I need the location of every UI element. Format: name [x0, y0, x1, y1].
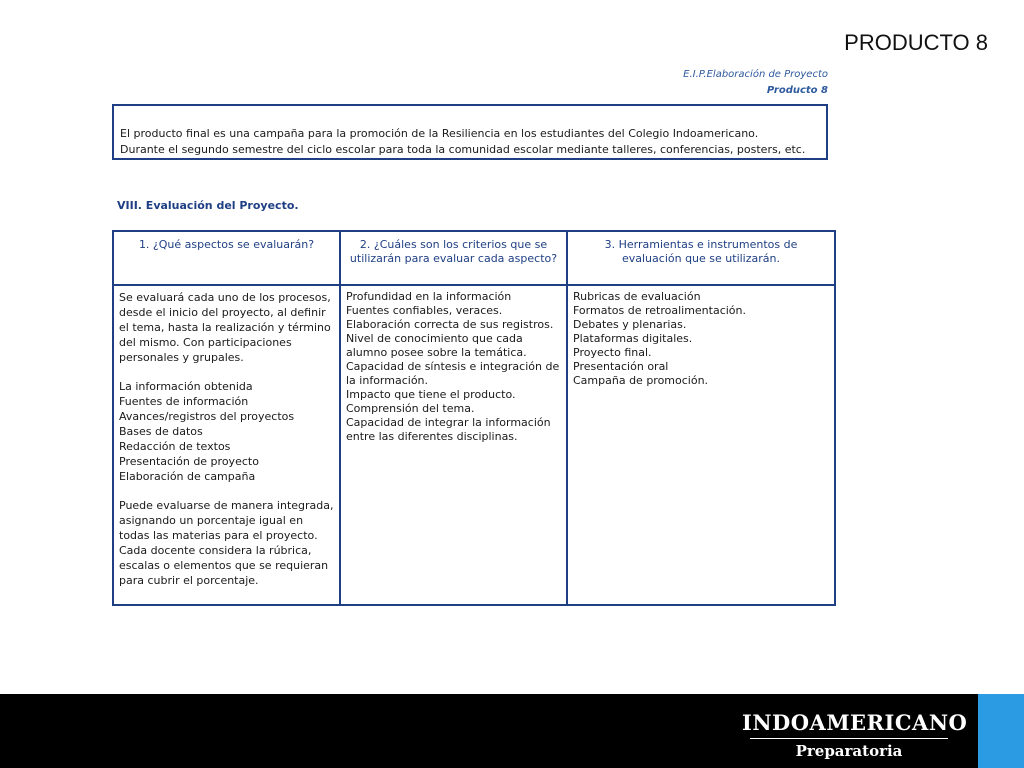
section-title: VIII. Evaluación del Proyecto.: [117, 199, 299, 212]
criteria-cell: [340, 285, 567, 605]
aspects-paragraph: Cada docente considera la rúbrica, escalas o elementos que se requieran para cubrir el porcentaje.: [119, 544, 329, 587]
list-item: Avances/registros del proyectos: [119, 410, 295, 423]
table-row: [113, 285, 835, 605]
list-item: Elaboración de campaña: [119, 470, 256, 483]
list-item: Capacidad de síntesis e integración de la información.: [346, 360, 560, 387]
list-item: Capacidad de integrar la información entre las diferentes disciplinas.: [346, 416, 551, 443]
evaluation-table: [112, 230, 836, 606]
tools-cell: [567, 285, 835, 605]
table-header-tools: 3. Herramientas e instrumentos de evaluación que se utilizarán.: [567, 231, 835, 285]
footer-accent: [978, 694, 1024, 768]
brand-name: INDOAMERICANO: [742, 710, 968, 735]
document-header: [683, 67, 828, 99]
list-item: Presentación de proyecto: [119, 455, 259, 468]
table-header-row: [113, 231, 835, 285]
list-item: Comprensión del tema.: [346, 402, 475, 415]
intro-line1: El producto final es una campaña para la promoción de la Resiliencia en los estudiantes del Colegio Indoamericano.: [120, 127, 759, 140]
list-item: Nivel de conocimiento que cada alumno posee sobre la temática.: [346, 332, 527, 359]
brand-subtitle: Preparatoria: [795, 742, 903, 760]
list-item: Elaboración correcta de sus registros.: [346, 318, 554, 331]
list-item: Fuentes confiables, veraces.: [346, 304, 503, 317]
intro-line2: Durante el segundo semestre del ciclo escolar para toda la comunidad escolar mediante talleres, conferencias, posters, etc.: [120, 143, 806, 156]
list-item: La información obtenida: [119, 380, 253, 393]
aspects-cell: [113, 285, 340, 605]
list-item: Fuentes de información: [119, 395, 249, 408]
table-header-criteria: 2. ¿Cuáles son los criterios que se utilizarán para evaluar cada aspecto?: [340, 231, 567, 285]
document-header-line2: Producto 8: [766, 85, 828, 96]
table-header-aspects: 1. ¿Qué aspectos se evaluarán?: [113, 231, 340, 285]
list-item: Bases de datos: [119, 425, 203, 438]
list-item: Profundidad en la información: [346, 290, 512, 303]
list-item: Formatos de retroalimentación.: [573, 304, 747, 317]
list-item: Impacto que tiene el producto.: [346, 388, 516, 401]
list-item: Plataformas digitales.: [573, 332, 693, 345]
list-item: Rubricas de evaluación: [573, 290, 701, 303]
list-item: Proyecto final.: [573, 346, 652, 359]
aspects-paragraph: Puede evaluarse de manera integrada, asignando un porcentaje igual en todas las materias para el proyecto.: [119, 499, 334, 542]
slide-title: PRODUCTO 8: [844, 30, 988, 55]
intro-box: [112, 104, 828, 160]
list-item: Debates y plenarias.: [573, 318, 687, 331]
list-item: Redacción de textos: [119, 440, 231, 453]
brand-divider: [750, 738, 948, 739]
brand-logo: [742, 710, 968, 760]
list-item: Presentación oral: [573, 360, 669, 373]
document-header-line1: E.I.P.Elaboración de Proyecto: [683, 69, 828, 80]
list-item: Campaña de promoción.: [573, 374, 709, 387]
aspects-paragraph: Se evaluará cada uno de los procesos, desde el inicio del proyecto, al definir el tema, hasta la realización y término del mismo. Con participaciones personales y grupales.: [119, 291, 331, 364]
